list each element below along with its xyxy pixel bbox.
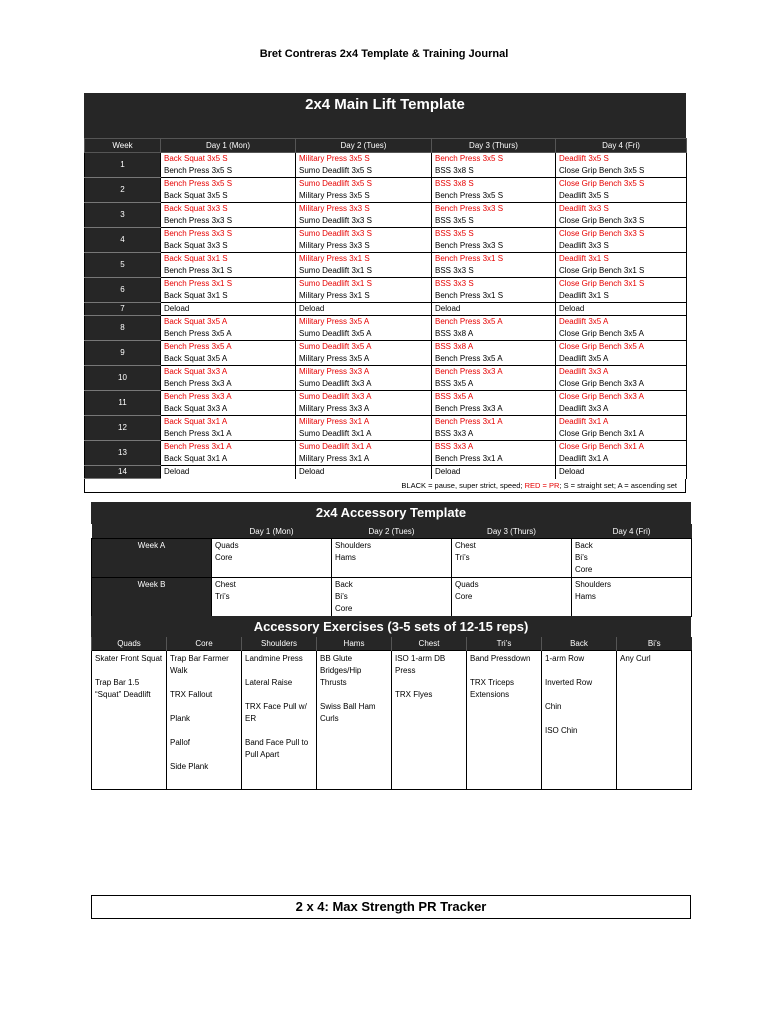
muscle-group: Chest bbox=[455, 541, 476, 550]
accessory-header-day2: Day 2 (Tues) bbox=[332, 524, 452, 539]
lift-cell: Deadlift 3x3 A bbox=[556, 366, 687, 379]
week-row bbox=[85, 228, 687, 241]
exercise-column-header: Back bbox=[542, 637, 617, 651]
exercise-item: TRX Flyes bbox=[395, 690, 433, 699]
muscle-group: Chest bbox=[215, 580, 236, 589]
muscle-group: Core bbox=[335, 604, 353, 613]
week-number: 4 bbox=[85, 228, 161, 253]
muscle-group: Shoulders bbox=[335, 541, 372, 550]
exercise-column-header: Core bbox=[167, 637, 242, 651]
column-header-day4: Day 4 (Fri) bbox=[556, 139, 687, 153]
lift-cell: Close Grip Bench 3x3 S bbox=[556, 228, 687, 241]
lift-cell: Back Squat 3x3 S bbox=[161, 240, 296, 253]
week-number: 10 bbox=[85, 366, 161, 391]
week-row bbox=[85, 466, 687, 479]
week-row bbox=[85, 253, 687, 266]
week-row bbox=[85, 353, 687, 366]
accessory-week-row bbox=[92, 578, 692, 617]
lift-cell: Deadlift 3x5 A bbox=[556, 353, 687, 366]
list-spacer bbox=[170, 677, 238, 689]
lift-cell: Back Squat 3x3 A bbox=[161, 366, 296, 379]
lift-cell: BSS 3x5 A bbox=[432, 391, 556, 404]
exercise-list bbox=[392, 651, 467, 790]
accessory-exercises-title: Accessory Exercises (3-5 sets of 12-15 reps) bbox=[91, 616, 691, 637]
exercise-list bbox=[617, 651, 692, 790]
lift-cell: Sumo Deadlift 3x5 A bbox=[296, 341, 432, 354]
column-header-week: Week bbox=[85, 139, 161, 153]
lift-cell: Close Grip Bench 3x1 A bbox=[556, 441, 687, 454]
week-row bbox=[85, 341, 687, 354]
lift-cell: Deload bbox=[432, 466, 556, 479]
lift-cell: Sumo Deadlift 3x5 S bbox=[296, 165, 432, 178]
lift-cell: Military Press 3x3 A bbox=[296, 366, 432, 379]
list-spacer bbox=[95, 665, 163, 677]
muscle-group: Back bbox=[575, 541, 593, 550]
week-number: 8 bbox=[85, 316, 161, 341]
accessory-day-cell bbox=[212, 539, 332, 578]
muscle-group: Tri’s bbox=[215, 592, 230, 601]
lift-cell: BSS 3x5 S bbox=[432, 228, 556, 241]
color-legend bbox=[84, 479, 686, 493]
exercise-list bbox=[467, 651, 542, 790]
exercise-item: Trap Bar Farmer Walk bbox=[170, 654, 229, 675]
exercise-list bbox=[242, 651, 317, 790]
lift-cell: Military Press 3x1 A bbox=[296, 416, 432, 429]
accessory-header-day4: Day 4 (Fri) bbox=[572, 524, 692, 539]
muscle-group: Hams bbox=[335, 553, 356, 562]
exercise-column-header: Tri’s bbox=[467, 637, 542, 651]
lift-cell: Bench Press 3x5 S bbox=[161, 165, 296, 178]
lift-cell: Bench Press 3x1 A bbox=[161, 428, 296, 441]
week-row bbox=[85, 278, 687, 291]
lift-cell: Back Squat 3x3 A bbox=[161, 403, 296, 416]
exercise-column-header: Chest bbox=[392, 637, 467, 651]
accessory-day-cell bbox=[452, 539, 572, 578]
week-number: 12 bbox=[85, 416, 161, 441]
muscle-group: Shoulders bbox=[575, 580, 612, 589]
lift-cell: Deadlift 3x1 S bbox=[556, 253, 687, 266]
lift-cell: Back Squat 3x1 S bbox=[161, 290, 296, 303]
list-spacer bbox=[170, 725, 238, 737]
accessory-day-cell bbox=[452, 578, 572, 617]
lift-cell: Bench Press 3x1 A bbox=[432, 453, 556, 466]
exercise-list bbox=[542, 651, 617, 790]
week-row bbox=[85, 215, 687, 228]
lift-cell: Deadlift 3x1 A bbox=[556, 453, 687, 466]
lift-cell: Close Grip Bench 3x1 S bbox=[556, 278, 687, 291]
muscle-group: Core bbox=[575, 565, 593, 574]
accessory-week-label: Week B bbox=[92, 578, 212, 617]
main-lift-header-row bbox=[85, 139, 687, 153]
exercise-item: Plank bbox=[170, 714, 191, 723]
legend-red-text: RED = PR bbox=[524, 481, 560, 490]
lift-cell: BSS 3x8 S bbox=[432, 165, 556, 178]
legend-rest-text: ; S = straight set; A = ascending set bbox=[559, 481, 677, 490]
exercise-item: Band Face Pull to Pull Apart bbox=[245, 738, 309, 759]
lift-cell: Military Press 3x1 A bbox=[296, 453, 432, 466]
lift-cell: Sumo Deadlift 3x1 S bbox=[296, 265, 432, 278]
week-row bbox=[85, 165, 687, 178]
lift-cell: BSS 3x5 S bbox=[432, 215, 556, 228]
lift-cell: Back Squat 3x5 S bbox=[161, 190, 296, 203]
accessory-header-day3: Day 3 (Thurs) bbox=[452, 524, 572, 539]
lift-cell: Sumo Deadlift 3x3 S bbox=[296, 228, 432, 241]
muscle-group: Back bbox=[335, 580, 353, 589]
week-row bbox=[85, 328, 687, 341]
lift-cell: Close Grip Bench 3x5 A bbox=[556, 341, 687, 354]
lift-cell: Military Press 3x1 S bbox=[296, 290, 432, 303]
main-lift-template-title: 2x4 Main Lift Template bbox=[84, 93, 686, 138]
lift-cell: Deload bbox=[161, 303, 296, 316]
lift-cell: Back Squat 3x1 A bbox=[161, 416, 296, 429]
lift-cell: Bench Press 3x1 S bbox=[432, 253, 556, 266]
exercise-item: TRX Face Pull w/ ER bbox=[245, 702, 307, 723]
week-row bbox=[85, 416, 687, 429]
exercise-list bbox=[92, 651, 167, 790]
exercise-item: Lateral Raise bbox=[245, 678, 293, 687]
exercise-item: 1-arm Row bbox=[545, 654, 585, 663]
accessory-day-cell bbox=[572, 578, 692, 617]
main-lift-template bbox=[84, 93, 686, 493]
accessory-day-cell bbox=[332, 539, 452, 578]
week-number: 6 bbox=[85, 278, 161, 303]
list-spacer bbox=[170, 749, 238, 761]
week-number: 5 bbox=[85, 253, 161, 278]
lift-cell: Military Press 3x5 S bbox=[296, 190, 432, 203]
lift-cell: Deload bbox=[296, 303, 432, 316]
exercise-item: Side Plank bbox=[170, 762, 209, 771]
lift-cell: Close Grip Bench 3x5 S bbox=[556, 165, 687, 178]
week-row bbox=[85, 190, 687, 203]
week-row bbox=[85, 153, 687, 166]
exercises-header-row bbox=[92, 637, 692, 651]
accessory-table bbox=[91, 524, 692, 617]
lift-cell: Sumo Deadlift 3x3 A bbox=[296, 391, 432, 404]
lift-cell: Bench Press 3x3 A bbox=[432, 366, 556, 379]
lift-cell: Bench Press 3x5 A bbox=[161, 341, 296, 354]
muscle-group: Hams bbox=[575, 592, 596, 601]
week-number: 11 bbox=[85, 391, 161, 416]
lift-cell: Bench Press 3x1 S bbox=[161, 265, 296, 278]
lift-cell: Bench Press 3x3 S bbox=[432, 203, 556, 216]
accessory-template bbox=[91, 502, 691, 617]
lift-cell: Deadlift 3x3 S bbox=[556, 203, 687, 216]
week-row bbox=[85, 428, 687, 441]
lift-cell: Bench Press 3x3 A bbox=[432, 403, 556, 416]
lift-cell: Military Press 3x5 A bbox=[296, 316, 432, 329]
lift-cell: BSS 3x3 S bbox=[432, 278, 556, 291]
lift-cell: Deload bbox=[556, 466, 687, 479]
lift-cell: Deload bbox=[161, 466, 296, 479]
lift-cell: BSS 3x8 A bbox=[432, 341, 556, 354]
document-title: Bret Contreras 2x4 Template & Training Journal bbox=[259, 48, 509, 60]
lift-cell: Bench Press 3x5 S bbox=[432, 190, 556, 203]
main-lift-table bbox=[84, 138, 687, 479]
lift-cell: Deload bbox=[296, 466, 432, 479]
lift-cell: BSS 3x5 A bbox=[432, 378, 556, 391]
exercise-item: Pallof bbox=[170, 738, 191, 747]
lift-cell: Close Grip Bench 3x3 A bbox=[556, 391, 687, 404]
muscle-group: Tri’s bbox=[455, 553, 470, 562]
list-spacer bbox=[320, 689, 388, 701]
accessory-header-row bbox=[92, 524, 692, 539]
column-header-day1: Day 1 (Mon) bbox=[161, 139, 296, 153]
week-number: 1 bbox=[85, 153, 161, 178]
lift-cell: Sumo Deadlift 3x1 A bbox=[296, 441, 432, 454]
week-row bbox=[85, 391, 687, 404]
lift-cell: BSS 3x8 S bbox=[432, 178, 556, 191]
exercise-column-header: Shoulders bbox=[242, 637, 317, 651]
week-row bbox=[85, 265, 687, 278]
lift-cell: Bench Press 3x3 A bbox=[161, 391, 296, 404]
list-spacer bbox=[545, 689, 613, 701]
lift-cell: Sumo Deadlift 3x3 S bbox=[296, 215, 432, 228]
lift-cell: Back Squat 3x1 S bbox=[161, 253, 296, 266]
pr-tracker-title: 2 x 4: Max Strength PR Tracker bbox=[91, 895, 691, 919]
lift-cell: Bench Press 3x1 A bbox=[161, 441, 296, 454]
lift-cell: Bench Press 3x3 S bbox=[432, 240, 556, 253]
exercise-item: ISO Chin bbox=[545, 726, 578, 735]
lift-cell: Military Press 3x1 S bbox=[296, 253, 432, 266]
lift-cell: Bench Press 3x5 A bbox=[161, 328, 296, 341]
lift-cell: Sumo Deadlift 3x1 A bbox=[296, 428, 432, 441]
lift-cell: Bench Press 3x1 S bbox=[432, 290, 556, 303]
lift-cell: Close Grip Bench 3x1 A bbox=[556, 428, 687, 441]
exercise-item: Inverted Row bbox=[545, 678, 593, 687]
lift-cell: Sumo Deadlift 3x5 A bbox=[296, 328, 432, 341]
accessory-exercises bbox=[91, 616, 691, 790]
week-row bbox=[85, 453, 687, 466]
lift-cell: Bench Press 3x5 A bbox=[432, 353, 556, 366]
list-spacer bbox=[245, 725, 313, 737]
muscle-group: Core bbox=[455, 592, 473, 601]
exercise-item: Landmine Press bbox=[245, 654, 303, 663]
lift-cell: Back Squat 3x3 S bbox=[161, 203, 296, 216]
legend-black-text: BLACK = pause, super strict, speed; bbox=[401, 481, 525, 490]
lift-cell: Bench Press 3x3 A bbox=[161, 378, 296, 391]
exercise-item: TRX Fallout bbox=[170, 690, 213, 699]
lift-cell: Close Grip Bench 3x5 A bbox=[556, 328, 687, 341]
lift-cell: Military Press 3x3 S bbox=[296, 203, 432, 216]
list-spacer bbox=[545, 665, 613, 677]
lift-cell: Sumo Deadlift 3x3 A bbox=[296, 378, 432, 391]
list-spacer bbox=[170, 701, 238, 713]
exercise-column-header: Quads bbox=[92, 637, 167, 651]
lift-cell: BSS 3x3 S bbox=[432, 265, 556, 278]
week-number: 7 bbox=[85, 303, 161, 316]
exercise-item: Swiss Ball Ham Curls bbox=[320, 702, 376, 723]
lift-cell: Back Squat 3x5 A bbox=[161, 316, 296, 329]
exercise-list bbox=[317, 651, 392, 790]
lift-cell: Bench Press 3x3 S bbox=[161, 228, 296, 241]
lift-cell: Back Squat 3x5 A bbox=[161, 353, 296, 366]
lift-cell: Bench Press 3x5 S bbox=[161, 178, 296, 191]
lift-cell: Bench Press 3x5 A bbox=[432, 316, 556, 329]
accessory-day-cell bbox=[332, 578, 452, 617]
accessory-week-row bbox=[92, 539, 692, 578]
list-spacer bbox=[245, 665, 313, 677]
lift-cell: Military Press 3x5 A bbox=[296, 353, 432, 366]
muscle-group: Quads bbox=[455, 580, 479, 589]
lift-cell: Close Grip Bench 3x3 S bbox=[556, 215, 687, 228]
week-number: 14 bbox=[85, 466, 161, 479]
week-row bbox=[85, 316, 687, 329]
exercises-row bbox=[92, 651, 692, 790]
muscle-group: Quads bbox=[215, 541, 239, 550]
week-row bbox=[85, 240, 687, 253]
week-row bbox=[85, 441, 687, 454]
week-row bbox=[85, 203, 687, 216]
lift-cell: Deload bbox=[556, 303, 687, 316]
accessory-header-day1: Day 1 (Mon) bbox=[212, 524, 332, 539]
week-row bbox=[85, 403, 687, 416]
main-lift-body bbox=[85, 153, 687, 479]
lift-cell: Close Grip Bench 3x5 S bbox=[556, 178, 687, 191]
lift-cell: Deadlift 3x3 S bbox=[556, 240, 687, 253]
list-spacer bbox=[395, 677, 463, 689]
exercise-item: Skater Front Squat bbox=[95, 654, 163, 663]
exercise-item: ISO 1-arm DB Press bbox=[395, 654, 446, 675]
week-number: 3 bbox=[85, 203, 161, 228]
exercise-item: Chin bbox=[545, 702, 562, 711]
exercise-item: BB Glute Bridges/Hip Thrusts bbox=[320, 654, 362, 687]
lift-cell: Close Grip Bench 3x3 A bbox=[556, 378, 687, 391]
lift-cell: BSS 3x8 A bbox=[432, 328, 556, 341]
accessory-header-blank bbox=[92, 524, 212, 539]
exercise-list bbox=[167, 651, 242, 790]
lift-cell: Deadlift 3x5 S bbox=[556, 190, 687, 203]
accessory-day-cell bbox=[212, 578, 332, 617]
exercises-table bbox=[91, 637, 692, 790]
lift-cell: Deadlift 3x5 S bbox=[556, 153, 687, 166]
lift-cell: Bench Press 3x3 S bbox=[161, 215, 296, 228]
muscle-group: Core bbox=[215, 553, 233, 562]
exercise-item: Band Pressdown bbox=[470, 654, 531, 663]
accessory-template-title: 2x4 Accessory Template bbox=[91, 502, 691, 524]
lift-cell: Sumo Deadlift 3x1 S bbox=[296, 278, 432, 291]
lift-cell: Bench Press 3x1 A bbox=[432, 416, 556, 429]
lift-cell: Close Grip Bench 3x1 S bbox=[556, 265, 687, 278]
list-spacer bbox=[470, 665, 538, 677]
exercise-item: TRX Triceps Extensions bbox=[470, 678, 515, 699]
lift-cell: Military Press 3x5 S bbox=[296, 153, 432, 166]
lift-cell: Deadlift 3x1 S bbox=[556, 290, 687, 303]
lift-cell: Military Press 3x3 A bbox=[296, 403, 432, 416]
week-row bbox=[85, 366, 687, 379]
list-spacer bbox=[545, 713, 613, 725]
week-row bbox=[85, 178, 687, 191]
lift-cell: Sumo Deadlift 3x5 S bbox=[296, 178, 432, 191]
lift-cell: Deadlift 3x5 A bbox=[556, 316, 687, 329]
lift-cell: Deadlift 3x1 A bbox=[556, 416, 687, 429]
column-header-day2: Day 2 (Tues) bbox=[296, 139, 432, 153]
accessory-week-label: Week A bbox=[92, 539, 212, 578]
exercise-column-header: Hams bbox=[317, 637, 392, 651]
week-row bbox=[85, 290, 687, 303]
lift-cell: Deload bbox=[432, 303, 556, 316]
week-number: 9 bbox=[85, 341, 161, 366]
muscle-group: Bi’s bbox=[575, 553, 588, 562]
lift-cell: Deadlift 3x3 A bbox=[556, 403, 687, 416]
list-spacer bbox=[245, 689, 313, 701]
lift-cell: Back Squat 3x5 S bbox=[161, 153, 296, 166]
week-number: 2 bbox=[85, 178, 161, 203]
lift-cell: Military Press 3x3 S bbox=[296, 240, 432, 253]
muscle-group: Bi’s bbox=[335, 592, 348, 601]
lift-cell: BSS 3x3 A bbox=[432, 428, 556, 441]
week-number: 13 bbox=[85, 441, 161, 466]
accessory-body bbox=[92, 539, 692, 617]
exercise-item: Any Curl bbox=[620, 654, 651, 663]
lift-cell: BSS 3x3 A bbox=[432, 441, 556, 454]
exercise-item: Trap Bar 1.5 “Squat” Deadlift bbox=[95, 678, 151, 699]
lift-cell: Back Squat 3x1 A bbox=[161, 453, 296, 466]
week-row bbox=[85, 303, 687, 316]
lift-cell: Bench Press 3x5 S bbox=[432, 153, 556, 166]
accessory-day-cell bbox=[572, 539, 692, 578]
column-header-day3: Day 3 (Thurs) bbox=[432, 139, 556, 153]
lift-cell: Bench Press 3x1 S bbox=[161, 278, 296, 291]
exercise-column-header: Bi’s bbox=[617, 637, 692, 651]
week-row bbox=[85, 378, 687, 391]
